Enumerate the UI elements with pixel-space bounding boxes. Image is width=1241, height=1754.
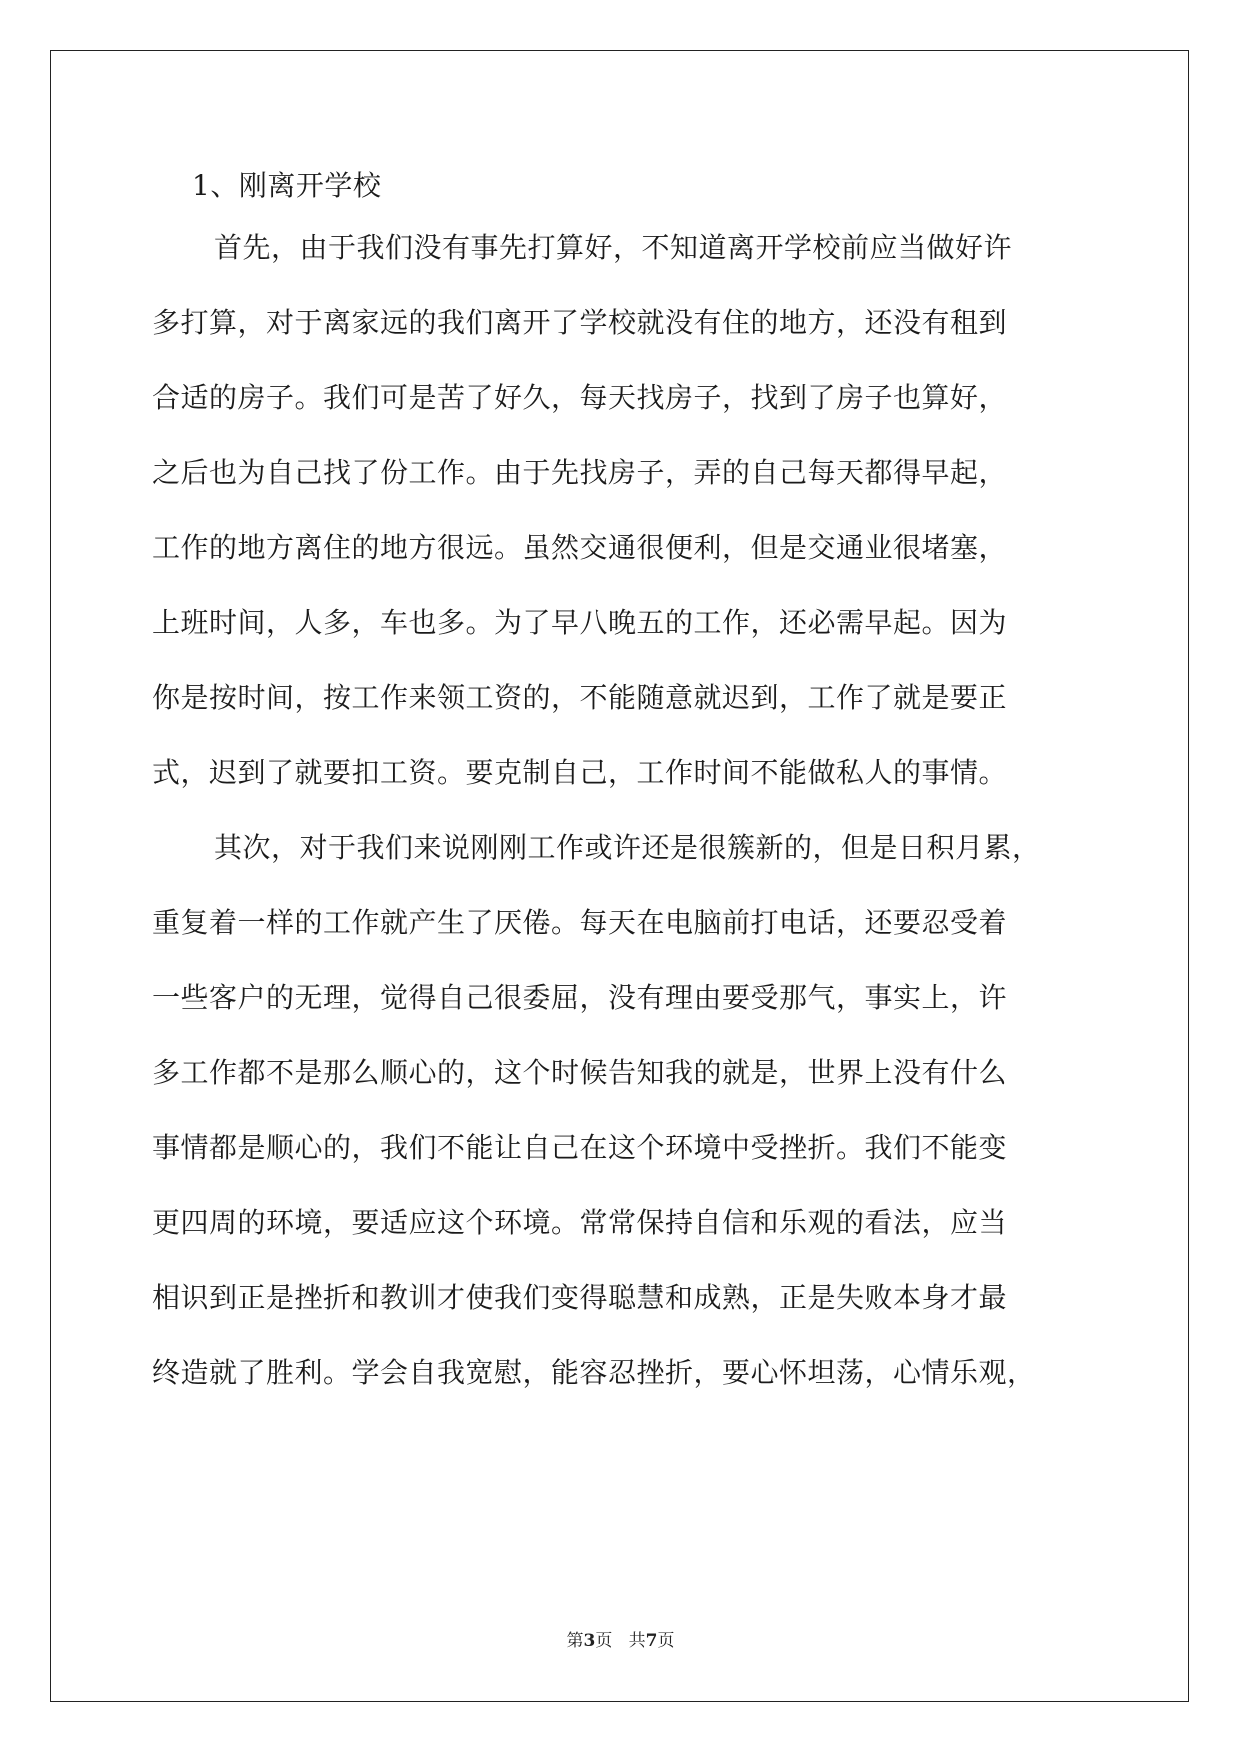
total-page-number: 7 — [645, 1631, 658, 1651]
paragraph-line: 其次，对于我们来说刚刚工作或许还是很簇新的，但是日积月累， — [214, 831, 1041, 864]
paragraph-line: 合适的房子。我们可是苦了好久，每天找房子，找到了房子也算好， — [152, 381, 1008, 414]
page-footer — [0, 1629, 1241, 1653]
paragraph-line: 工作的地方离住的地方很远。虽然交通很便利，但是交通业很堵塞， — [152, 531, 1008, 564]
total-pages-prefix: 共 — [628, 1631, 646, 1651]
paragraph-line: 重复着一样的工作就产生了厌倦。每天在电脑前打电话，还要忍受着 — [152, 906, 1008, 939]
paragraph-line: 事情都是顺心的，我们不能让自己在这个环境中受挫折。我们不能变 — [152, 1131, 1008, 1164]
paragraph-line: 式，迟到了就要扣工资。要克制自己，工作时间不能做私人的事情。 — [152, 756, 1008, 789]
section-heading: 1、刚离开学校 — [192, 169, 382, 202]
paragraph-line: 终造就了胜利。学会自我宽慰，能容忍挫折，要心怀坦荡，心情乐观， — [152, 1356, 1036, 1389]
paragraph-line: 上班时间，人多，车也多。为了早八晚五的工作，还必需早起。因为 — [152, 606, 1008, 639]
paragraph-line: 首先，由于我们没有事先打算好，不知道离开学校前应当做好许 — [214, 231, 1013, 264]
total-pages-suffix: 页 — [657, 1631, 675, 1651]
page-border — [50, 50, 1189, 1702]
paragraph-line: 你是按时间，按工作来领工资的，不能随意就迟到，工作了就是要正 — [152, 681, 1008, 714]
page-number-suffix: 页 — [595, 1631, 613, 1651]
paragraph-line: 多打算，对于离家远的我们离开了学校就没有住的地方，还没有租到 — [152, 306, 1008, 339]
current-page-number: 3 — [583, 1631, 596, 1651]
paragraph-line: 多工作都不是那么顺心的，这个时候告知我的就是，世界上没有什么 — [152, 1056, 1008, 1089]
paragraph-line: 之后也为自己找了份工作。由于先找房子，弄的自己每天都得早起， — [152, 456, 1008, 489]
page-number-prefix: 第 — [566, 1631, 584, 1651]
paragraph-line: 相识到正是挫折和教训才使我们变得聪慧和成熟，正是失败本身才最 — [152, 1281, 1008, 1314]
paragraph-line: 一些客户的无理，觉得自己很委屈，没有理由要受那气，事实上，许 — [152, 981, 1008, 1014]
paragraph-line: 更四周的环境，要适应这个环境。常常保持自信和乐观的看法，应当 — [152, 1206, 1008, 1239]
